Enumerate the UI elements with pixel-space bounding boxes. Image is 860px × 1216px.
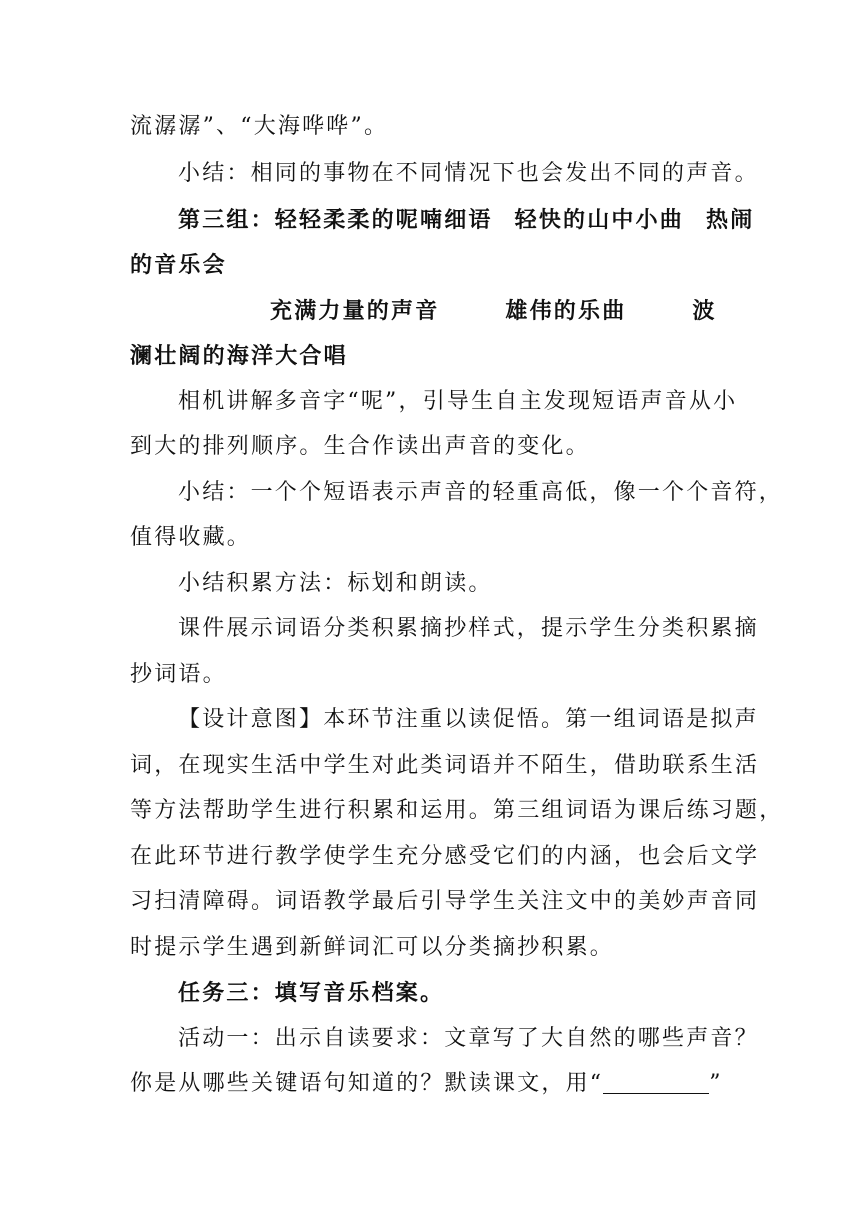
line-text: 你是从哪些关键语句知道的？默读课文，用“ [130, 1071, 604, 1096]
line-text: 任务三：填写音乐档案。 [178, 980, 445, 1006]
group-three-phrases-continued [130, 339, 740, 373]
summary-line [130, 521, 740, 555]
group-three-heading [178, 203, 788, 237]
line-text: 流潺潺”、“大海哗哗”。 [130, 114, 389, 139]
design-intent-paragraph [130, 794, 784, 828]
design-intent-paragraph [130, 749, 760, 783]
line-text: 抄词语。 [130, 662, 227, 687]
phrase-text: 澜壮阔的海洋大合唱 [130, 343, 348, 369]
line-text: 活动一：出示自读要求：文章写了大自然的哪些声音？ [178, 1026, 759, 1051]
design-intent-paragraph [130, 885, 760, 919]
activity-one-paragraph [178, 1022, 788, 1056]
phrase-text: 波 [692, 298, 717, 324]
phrase-text: 热闹 [706, 207, 755, 233]
design-intent-paragraph [178, 703, 788, 737]
line-text: 相机讲解多音字“呢”，引导生自主发现短语声音从小 [178, 389, 738, 414]
phrase-text: 雄伟的乐曲 [505, 298, 627, 324]
paragraph-line [130, 110, 740, 144]
line-text: 到大的排列顺序。生合作读出声音的变化。 [130, 434, 590, 459]
line-text: 值得收藏。 [130, 525, 252, 550]
paragraph-line [178, 612, 788, 646]
line-text: 等方法帮助学生进行积累和运用。第三组词语为课后练习题， [130, 798, 784, 823]
line-text: 【设计意图】本环节注重以读促悟。第一组词语是拟声 [178, 707, 759, 732]
group-three-phrases [270, 294, 740, 328]
fill-in-blank [603, 1071, 709, 1094]
paragraph-line [130, 658, 740, 692]
summary-line [178, 157, 788, 191]
line-text: ” [709, 1071, 723, 1096]
line-text: 课件展示词语分类积累摘抄样式，提示学生分类积累摘 [178, 616, 759, 641]
line-text: 在此环节进行教学使学生充分感受它们的内涵，也会后文学 [130, 844, 760, 869]
line-text: 习扫清障碍。词语教学最后引导学生关注文中的美妙声音同 [130, 889, 760, 914]
phrase-text: 轻快的山中小曲 [514, 207, 685, 233]
line-text: 时提示学生遇到新鲜词汇可以分类摘抄积累。 [130, 935, 615, 960]
phrase-text: 充满力量的声音 [270, 298, 440, 324]
activity-one-paragraph [130, 1067, 740, 1101]
phrase-text: 的音乐会 [130, 252, 227, 278]
summary-line [178, 567, 788, 601]
summary-line [178, 476, 788, 510]
paragraph-line [178, 385, 788, 419]
task-three-heading [178, 976, 788, 1010]
phrase-text: 第三组：轻轻柔柔的呢喃细语 [178, 207, 493, 233]
paragraph-line [130, 430, 740, 464]
design-intent-paragraph [130, 840, 760, 874]
line-text: 词，在现实生活中学生对此类词语并不陌生，借助联系生活 [130, 753, 760, 778]
group-three-heading-continued [130, 248, 740, 282]
design-intent-paragraph [130, 931, 740, 965]
line-text: 小结积累方法：标划和朗读。 [178, 571, 493, 596]
line-text: 小结：一个个短语表示声音的轻重高低，像一个个音符， [178, 480, 784, 505]
line-text: 小结：相同的事物在不同情况下也会发出不同的声音。 [178, 161, 759, 186]
